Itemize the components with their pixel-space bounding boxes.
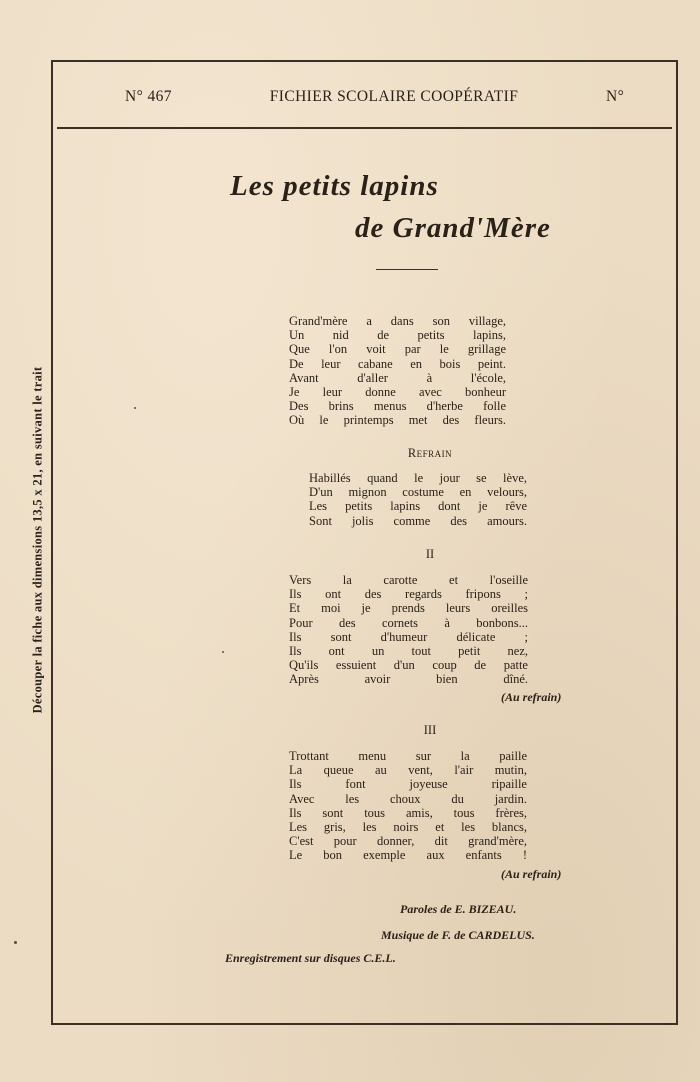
- verse-line: Que l'on voit par le grillage: [289, 342, 506, 357]
- verse-line: Où le printemps met des fleurs.: [289, 413, 506, 428]
- verse-line: Un nid de petits lapins,: [289, 328, 506, 343]
- refrain-line: Habillés quand le jour se lève,: [309, 471, 527, 485]
- verse-1: [289, 314, 506, 428]
- refrain-line: D'un mignon costume en velours,: [309, 485, 527, 500]
- verse-line: Je leur donne avec bonheur: [289, 385, 506, 400]
- verse-line: Ils font joyeuse ripaille: [289, 777, 527, 792]
- verse-line: Trottant menu sur la paille: [289, 749, 527, 763]
- verse-line: Ils ont un tout petit nez,: [289, 644, 528, 659]
- refrain-line: Sont jolis comme des amours.: [309, 513, 527, 528]
- paper-speck: [222, 651, 224, 653]
- refrain-heading: Refrain: [407, 446, 453, 460]
- verse-line: Avant d'aller à l'école,: [289, 370, 506, 385]
- verse-line: La queue au vent, l'air mutin,: [289, 763, 527, 778]
- verse-2-number: II: [425, 547, 435, 561]
- verse-2: [289, 573, 528, 687]
- verse-3: [289, 749, 527, 863]
- verse-line: Avec les choux du jardin.: [289, 791, 527, 806]
- recording-credit: Enregistrement sur disques C.E.L.: [225, 951, 396, 965]
- header-title: FICHIER SCOLAIRE COOPÉRATIF: [269, 88, 519, 105]
- verse-3-number: III: [423, 723, 437, 737]
- verse-line: Vers la carotte et l'oseille: [289, 573, 528, 587]
- card-number-blank: N°: [606, 88, 625, 105]
- title-divider: [376, 269, 438, 270]
- refrain-line: Les petits lapins dont je rêve: [309, 499, 527, 514]
- verse-line: Grand'mère a dans son village,: [289, 314, 506, 328]
- card-number: N° 467: [125, 88, 172, 105]
- header-divider: [57, 127, 672, 129]
- verse-line: Ils sont d'humeur délicate ;: [289, 629, 528, 644]
- verse-line: De leur cabane en bois peint.: [289, 356, 506, 371]
- au-refrain-note: (Au refrain): [501, 867, 562, 881]
- paper-speck: [134, 407, 136, 409]
- verse-line: Pour des cornets à bonbons...: [289, 615, 528, 630]
- verse-line: Ils ont des regards fripons ;: [289, 587, 528, 602]
- verse-line: Le bon exemple aux enfants !: [289, 848, 527, 863]
- verse-line: Des brins menus d'herbe folle: [289, 399, 506, 414]
- verse-line: Ils sont tous amis, tous frères,: [289, 805, 527, 820]
- lyrics-credit: Paroles de E. BIZEAU.: [400, 902, 517, 916]
- song-title-line-2: de Grand'Mère: [355, 212, 551, 244]
- cutting-instruction: Découper la fiche aux dimensions 13,5 x 21, en suivant le trait: [30, 366, 45, 714]
- refrain: [309, 471, 527, 528]
- verse-line: Qu'ils essuient d'un coup de patte: [289, 658, 528, 673]
- song-title-line-1: Les petits lapins: [230, 170, 439, 202]
- verse-line: Après avoir bien dîné.: [289, 672, 528, 687]
- verse-line: Et moi je prends leurs oreilles: [289, 601, 528, 616]
- verse-line: Les gris, les noirs et les blancs,: [289, 820, 527, 835]
- cut-frame: [51, 60, 678, 1025]
- verse-line: C'est pour donner, dit grand'mère,: [289, 834, 527, 849]
- au-refrain-note: (Au refrain): [501, 690, 562, 704]
- paper-speck: [14, 941, 17, 944]
- music-credit: Musique de F. de CARDELUS.: [381, 928, 535, 942]
